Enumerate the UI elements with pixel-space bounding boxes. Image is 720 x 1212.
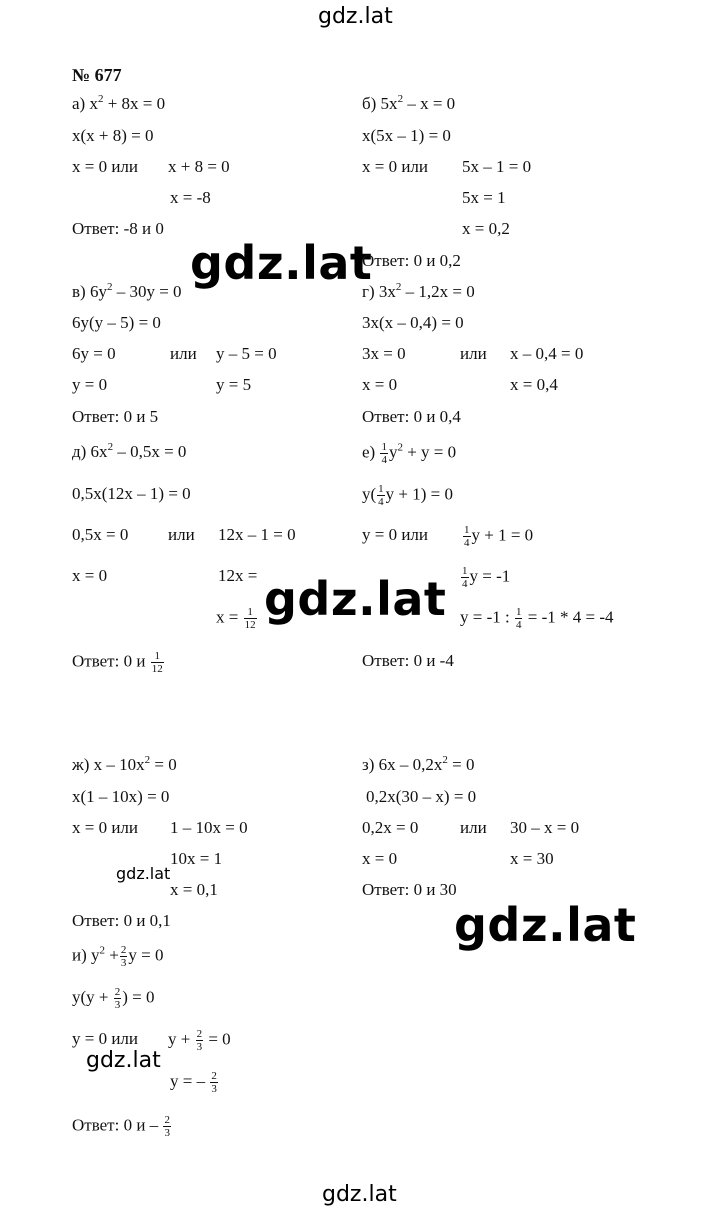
part-zh-line: 10x = 1: [170, 849, 223, 868]
part-d-or: или: [168, 525, 195, 544]
part-z-answer: Ответ: 0 и 30: [362, 880, 457, 899]
part-i-answer: [72, 1114, 172, 1139]
part-i-l2-post: ) = 0: [122, 987, 155, 1007]
part-e-answer: Ответ: 0 и -4: [362, 651, 454, 670]
part-z-eq-rest: = 0: [447, 755, 475, 774]
part-z-line: 30 – x = 0: [510, 818, 580, 837]
part-e-line: [460, 606, 613, 631]
part-a-answer: Ответ: -8 и 0: [72, 219, 164, 238]
superscript: 2: [395, 281, 402, 293]
part-a-line: x(x + 8) = 0: [72, 126, 154, 145]
fraction: [461, 565, 469, 590]
part-i-label: и) y: [72, 945, 100, 965]
superscript: 2: [397, 93, 404, 105]
part-e-l5-post: = -1 * 4 = -4: [527, 607, 614, 627]
part-i-line: [170, 1070, 219, 1095]
part-i-l3b-pre: y +: [168, 1029, 191, 1049]
fraction: [210, 1070, 218, 1095]
part-g-line: x = 0: [362, 375, 398, 394]
problem-number: № 677: [72, 65, 122, 85]
watermark-bottom: gdz.lat: [322, 1182, 397, 1207]
fraction: [114, 986, 122, 1011]
part-g-line: x – 0,4 = 0: [510, 344, 584, 363]
part-g-label: г) 3x: [362, 282, 396, 301]
superscript: 2: [106, 281, 113, 293]
part-d-answer-text: Ответ: 0 и: [72, 651, 146, 671]
part-e-equation: [362, 441, 456, 466]
part-zh-answer: Ответ: 0 и 0,1: [72, 911, 171, 930]
part-b-line: 5x – 1 = 0: [462, 157, 532, 176]
part-zh-equation: [72, 754, 177, 776]
fraction: [196, 1028, 204, 1053]
fraction-numerator: 1: [151, 650, 164, 663]
fraction: [377, 483, 385, 508]
part-d-line: 12x =: [218, 566, 258, 585]
fraction-denominator: 4: [378, 496, 384, 508]
part-v-line: y = 0: [72, 375, 108, 394]
fraction-numerator: 2: [196, 1028, 203, 1040]
fraction: [163, 1114, 171, 1139]
part-g-or: или: [460, 344, 487, 363]
part-d-line: 0,5x(12x – 1) = 0: [72, 484, 191, 503]
fraction-denominator: 3: [114, 999, 121, 1011]
fraction: [120, 944, 128, 969]
superscript: 2: [107, 441, 114, 453]
part-b-equation: [362, 93, 455, 115]
part-a-line: x = -8: [170, 188, 211, 207]
fraction-numerator: 2: [164, 1114, 170, 1126]
part-a-label: а) x: [72, 94, 98, 113]
part-g-line: x = 0,4: [510, 375, 558, 394]
part-e-line: [362, 483, 453, 508]
part-d-x-eq: x =: [216, 607, 239, 627]
part-zh-line: x(1 – 10x) = 0: [72, 787, 170, 806]
fraction-denominator: 3: [196, 1041, 203, 1053]
watermark-top: gdz.lat: [318, 4, 393, 29]
part-v-line: 6y(y – 5) = 0: [72, 313, 161, 332]
part-e-line: [460, 565, 510, 590]
part-d-line: x = 0: [72, 566, 108, 585]
part-e-line: y = 0 или: [362, 525, 429, 544]
superscript: 2: [99, 944, 106, 957]
part-e-eq-rest: + y = 0: [402, 442, 457, 462]
part-g-eq-rest: – 1,2x = 0: [401, 282, 475, 301]
part-d-line: 12x – 1 = 0: [218, 525, 296, 544]
part-v-line: y – 5 = 0: [216, 344, 277, 363]
part-g-line: 3x(x – 0,4) = 0: [362, 313, 464, 332]
part-i-line: [72, 986, 155, 1011]
part-b-line: x = 0 или: [362, 157, 429, 176]
fraction: [463, 524, 471, 549]
part-b-line: x = 0,2: [462, 219, 510, 238]
superscript: 2: [442, 754, 448, 766]
fraction-numerator: 1: [515, 606, 522, 618]
part-i-l2-pre: y(y +: [72, 987, 109, 1007]
part-b-label: б) 5x: [362, 94, 398, 113]
part-zh-label: ж) x – 10x: [72, 755, 145, 774]
part-zh-eq-rest: = 0: [150, 755, 177, 774]
part-zh-line: 1 – 10x = 0: [170, 818, 248, 837]
part-d-label: д) 6x: [72, 442, 108, 461]
fraction-denominator: 12: [151, 663, 163, 675]
part-a-equation: [72, 93, 165, 115]
fraction: [515, 606, 523, 631]
superscript: 2: [397, 441, 403, 454]
fraction-denominator: 4: [462, 578, 468, 590]
part-i-eq-rest: y = 0: [128, 945, 164, 965]
part-z-line: x = 30: [510, 849, 554, 868]
part-a-line: x + 8 = 0: [168, 157, 230, 176]
part-zh-line: x = 0,1: [170, 880, 218, 899]
fraction-denominator: 4: [381, 454, 387, 466]
part-z-line: 0,2x(30 – x) = 0: [366, 787, 477, 806]
part-v-eq-rest: – 30y = 0: [112, 282, 182, 301]
fraction-numerator: 2: [211, 1070, 217, 1082]
fraction-numerator: 1: [462, 565, 468, 577]
fraction-numerator: 1: [381, 441, 387, 453]
part-b-eq-rest: – x = 0: [403, 94, 456, 113]
part-i-line: [168, 1028, 231, 1053]
part-z-line: 0,2x = 0: [362, 818, 419, 837]
part-b-line: 5x = 1: [462, 188, 506, 207]
part-v-line: y = 5: [216, 375, 252, 394]
part-i-l3b-post: = 0: [208, 1029, 231, 1049]
fraction-numerator: 1: [464, 524, 470, 536]
fraction: [151, 650, 164, 675]
fraction-denominator: 4: [515, 619, 522, 631]
part-d-eq-rest: – 0,5x = 0: [113, 442, 187, 461]
part-d-line: [216, 606, 258, 631]
part-e-var: y: [388, 442, 398, 462]
part-e-l4: y = -1: [469, 566, 511, 586]
fraction-denominator: 3: [164, 1127, 170, 1139]
fraction: [244, 606, 257, 631]
part-i-answer-text: Ответ: 0 и –: [72, 1115, 159, 1135]
part-a-line: x = 0 или: [72, 157, 139, 176]
part-z-or: или: [460, 818, 487, 837]
watermark-large-2: gdz.lat: [264, 572, 447, 626]
part-i-l4-pre: y = –: [170, 1071, 206, 1091]
part-v-equation: [72, 281, 182, 303]
part-g-equation: [362, 281, 475, 303]
part-g-answer: Ответ: 0 и 0,4: [362, 407, 461, 426]
fraction-denominator: 3: [211, 1083, 217, 1095]
watermark-large-1: gdz.lat: [190, 236, 373, 290]
superscript: 2: [144, 754, 151, 766]
part-v-or: или: [170, 344, 197, 363]
part-z-label: з) 6x – 0,2x: [362, 755, 443, 774]
part-b-line: x(5x – 1) = 0: [362, 126, 451, 145]
fraction-denominator: 12: [244, 619, 256, 631]
fraction-numerator: 1: [244, 606, 257, 619]
part-i-line: y = 0 или: [72, 1029, 139, 1048]
part-e-l5-pre: y = -1 :: [460, 607, 510, 627]
part-e-label: е): [362, 442, 376, 462]
part-b-answer: Ответ: 0 и 0,2: [362, 251, 461, 270]
fraction-numerator: 1: [378, 483, 384, 495]
part-z-line: x = 0: [362, 849, 398, 868]
part-g-line: 3x = 0: [362, 344, 406, 363]
part-zh-line: x = 0 или: [72, 818, 139, 837]
part-a-eq-rest: + 8x = 0: [103, 94, 166, 113]
fraction-denominator: 4: [464, 537, 470, 549]
part-d-line: 0,5x = 0: [72, 525, 129, 544]
part-e-line: [462, 524, 533, 549]
part-v-label: в) 6y: [72, 282, 107, 301]
part-v-answer: Ответ: 0 и 5: [72, 407, 159, 426]
part-z-equation: [362, 754, 474, 776]
part-i-equation: [72, 944, 163, 969]
superscript: 2: [97, 93, 104, 105]
fraction-numerator: 2: [120, 944, 127, 956]
part-i-plus: +: [105, 945, 119, 965]
watermark-tiny: gdz.lat: [116, 864, 171, 883]
part-d-answer: [72, 650, 165, 675]
part-e-l3b: y + 1 = 0: [471, 525, 534, 545]
watermark-mid-left: gdz.lat: [86, 1048, 161, 1073]
part-e-l2-post: y + 1) = 0: [385, 484, 454, 504]
watermark-large-3: gdz.lat: [454, 898, 637, 952]
part-e-l2-pre: y(: [362, 484, 377, 504]
part-d-equation: [72, 441, 186, 463]
fraction: [380, 441, 388, 466]
fraction-numerator: 2: [114, 986, 121, 998]
fraction-denominator: 3: [120, 957, 127, 969]
part-v-line: 6y = 0: [72, 344, 116, 363]
